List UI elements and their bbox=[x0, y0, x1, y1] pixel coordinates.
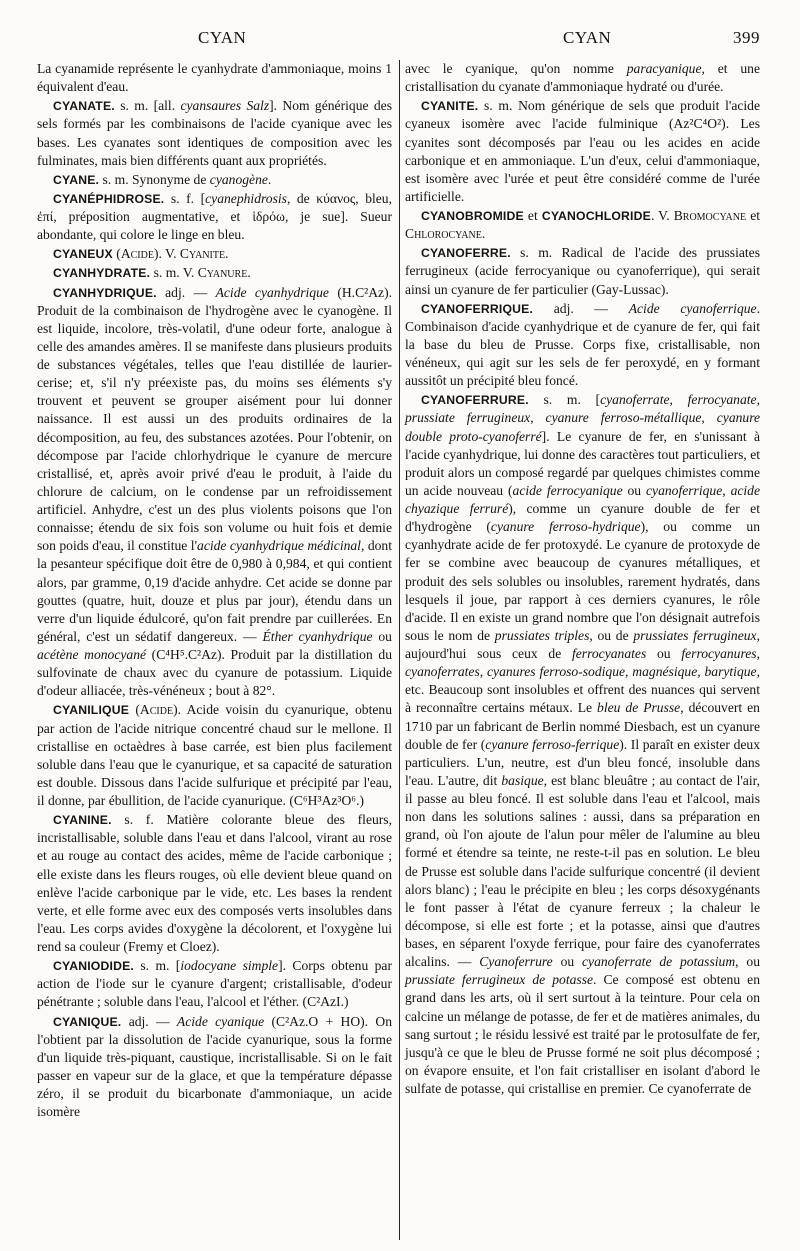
entry-headword: CYANITE. bbox=[421, 99, 479, 114]
italic-term: prussiate ferrugineux bbox=[405, 410, 531, 426]
entry-text: s. m. [ bbox=[528, 392, 601, 408]
italic-term: iodocyane simple bbox=[180, 958, 279, 974]
italic-term: cyanure ferroso-ferrique bbox=[485, 736, 620, 752]
entry-text: ). Acide voisin du cyanurique, obtenu par action de l'acide nitrique concentré chaud sur le mellone. Il cristallise en octaèdres à base carrée, est bien plus facilement soluble dans l'eau que le cyanurique, et sa capacité de saturation est double. Dissous dans l'acide sulfurique et précipité par l'eau, il donne, par ébullition, de l'acide cyanurique. (C⁶H³Az³O⁶.) bbox=[37, 702, 392, 808]
entry-text: ou bbox=[372, 628, 392, 644]
entry-text: s. m. Nom générique de sels que produit l'acide cyaneux isomère avec l'acide fulminique (Az²C⁴O²). Les cyanites sont décomposés par l'eau ou les acides en acide carbonique et en ammoniaque. L'un d'eux, celui d'ammoniaque, est isomère avec l'urée et peut être considéré comme de l'urée artificielle. bbox=[405, 98, 760, 204]
small-caps-ref: Acide bbox=[139, 702, 174, 718]
entry-text: , dont la pesanteur spécifique doit être de 0,980 à 0,984, et qui contient alors, par gramme, 0,19 d'acide anhydre. Cet acide se donne par gouttes (quatre, huit, douze et plus par jour), étendu dans un verre d'un liquide édulcoré, qu'on fait prendre par cuillerées. En général, c'est un sédatif dangereux. — bbox=[37, 538, 392, 644]
entry-text: ). Il paraît en exister deux particuliers. L'un, neutre, est d'un bleu foncé, insoluble dans l'eau. L'autre, dit bbox=[405, 736, 760, 788]
italic-term: cyanure double proto-cyanoferré bbox=[405, 410, 761, 444]
entry-text: ou bbox=[622, 482, 646, 498]
entry-text: , bbox=[530, 410, 546, 426]
left-column bbox=[37, 60, 392, 1122]
entry-headword: CYANÉPHIDROSE. bbox=[53, 191, 165, 206]
italic-term: cyanoferrique bbox=[646, 482, 723, 498]
entry-text: ), comme un cyanure double de fer et d'hydrogène ( bbox=[405, 501, 760, 535]
entry-text: La cyanamide représente le cyanhydrate d'ammoniaque, moins 1 équivalent d'eau. bbox=[37, 61, 392, 95]
entry-text: ), ou comme un cyanhydrate acide de fer protoxydé. Le cyanure de protoxyde de fer se combine avec beaucoup de cyanures métalliques, et produit des sels solubles ou insolubles, rarement hydratés, dans lesquels il joue, par rapport à ces derniers cyanures, le rôle d'acide. Il en existe un grand nombre que l'on désignait autrefois sous le nom de bbox=[405, 519, 761, 643]
entry-text: s. m. V. bbox=[150, 265, 198, 281]
entry-text: , bbox=[756, 646, 760, 661]
entry-text: . bbox=[225, 246, 229, 262]
dictionary-entry bbox=[405, 97, 760, 206]
italic-term: cyanure ferroso-métallique bbox=[545, 410, 702, 426]
dictionary-entry bbox=[37, 811, 392, 956]
entry-text: . bbox=[267, 171, 272, 187]
italic-term: Éther cyanhydrique bbox=[262, 628, 373, 644]
entry-text: , bbox=[669, 392, 688, 408]
dictionary-entry bbox=[405, 207, 760, 243]
entry-text: s. m. [ bbox=[133, 958, 181, 974]
page-number: 399 bbox=[733, 28, 760, 47]
italic-term: cyanures ferroso-sodique, magnésique, barytique bbox=[487, 664, 757, 680]
italic-term: cyanoferrate de potassium bbox=[582, 954, 736, 970]
italic-term: cyanoferrate bbox=[600, 392, 670, 408]
italic-term: cyanogène bbox=[209, 171, 268, 187]
entry-headword: CYANIQUE. bbox=[53, 1014, 122, 1029]
dictionary-entry bbox=[37, 245, 392, 263]
italic-term: cyansaures Salz bbox=[180, 98, 270, 114]
italic-term: cyanure ferroso-hydrique bbox=[490, 519, 641, 535]
entry-text: avec le cyanique, qu'on nomme bbox=[405, 61, 627, 76]
right-column bbox=[405, 60, 760, 1099]
italic-term: cyanoferrates bbox=[405, 664, 480, 680]
entry-text: . bbox=[481, 226, 486, 242]
entry-text: adj. — bbox=[121, 1013, 177, 1029]
entry-text: , aujourd'hui sous ceux de bbox=[405, 627, 760, 661]
entry-text: , etc. Beaucoup sont insolubles et offrent des nuances qui servent à reconnaître certains métaux. Le bbox=[405, 664, 760, 716]
entry-text: , ou de bbox=[589, 627, 634, 643]
dictionary-entry bbox=[405, 60, 760, 96]
entry-text: ou bbox=[646, 646, 682, 661]
italic-term: Cyanoferrure bbox=[479, 954, 553, 970]
italic-term: prussiates ferrugineux bbox=[633, 627, 757, 643]
entry-text: adj. — bbox=[533, 300, 629, 316]
entry-text: adj. — bbox=[156, 284, 216, 300]
small-caps-ref: Cyanite bbox=[179, 246, 226, 262]
entry-text: s. f. Matière colorante bleue des fleurs, incristallisable, soluble dans l'eau et dans l'alcool, virant au rose et au rouge au contact des acides, même de l'acide carbonique ; elle existe dans les fleurs rouges, où elle devient bleue quand on enlève l'acide carbonique par le vide, etc. Les bases la rendent verte, et elle forme avec eux des composés verts insolubles dans l'eau. Les corps avides d'oxygène la décolorent, et l'oxygène lui rend sa couleur (Fremy et Cloez). bbox=[37, 812, 392, 954]
entry-text: s. m. Synonyme de bbox=[99, 171, 210, 187]
running-head-right: CYAN bbox=[563, 28, 612, 47]
entry-text: s. m. [all. bbox=[114, 98, 181, 114]
italic-term: prussiates triples bbox=[494, 627, 590, 643]
entry-text: . V. bbox=[650, 208, 674, 223]
small-caps-ref: Cyanure bbox=[197, 265, 248, 281]
running-head-left: CYAN bbox=[198, 28, 247, 47]
entry-text: , bbox=[479, 664, 488, 680]
dictionary-entry bbox=[37, 60, 392, 96]
entry-text: , bbox=[756, 392, 760, 408]
entry-headword: CYANOCHLORIDE bbox=[541, 209, 651, 223]
italic-term: acide chyazique ferruré bbox=[405, 482, 761, 516]
italic-term: ferrocyanate bbox=[687, 392, 757, 408]
entry-headword: CYANOFERRE. bbox=[421, 246, 511, 261]
entry-headword: CYANHYDRIQUE. bbox=[53, 285, 157, 300]
entry-text: , découvert en 1710 par un fabricant de Berlin nommé Diesbach, est un cyanure double de fer ( bbox=[405, 700, 760, 752]
entry-text: et bbox=[746, 208, 760, 223]
entry-text: (C²Az.O + HO). On l'obtient par la dissolution de l'acide cyanurique, sous la forme d'un liquide très-piquant, caustique, incristallisable. Si on le fait passer en vapeur sur de la glace, et que la température dépasse zéro, il se produit du bicarbonate d'ammoniaque, un acide isomère bbox=[37, 1013, 392, 1120]
dictionary-entry bbox=[37, 957, 392, 1011]
italic-term: acide ferrocyanique bbox=[512, 482, 623, 498]
entry-headword: CYANILIQUE bbox=[53, 703, 130, 718]
italic-term: cyanephidrosis bbox=[205, 190, 287, 206]
entry-headword: CYANOBROMIDE bbox=[421, 209, 524, 223]
italic-term: acétène monocyané bbox=[37, 647, 147, 662]
entry-headword: CYANHYDRATE. bbox=[53, 266, 151, 281]
italic-term: Acide cyanhydrique bbox=[215, 284, 329, 300]
entry-text: , de κύανος, bleu, ἐπί, préposition augmentative, et ἱδρόω, je sue]. Sueur abondante, qui colore le linge en bleu. bbox=[37, 190, 393, 243]
dictionary-entry bbox=[37, 264, 392, 282]
entry-headword: CYANATE. bbox=[53, 99, 115, 114]
italic-term: basique bbox=[501, 772, 544, 788]
entry-text: ou bbox=[552, 954, 583, 970]
italic-term: Acide cyanoferrique bbox=[628, 300, 757, 316]
entry-headword: CYANOFERRIQUE. bbox=[421, 301, 534, 316]
entry-text: (C⁴H⁵.C²Az). Produit par la distillation du sulfovinate de chaux avec du cyanure de potassium. Liquide d'odeur alliacée, très-vénéneux ; bout à 82°. bbox=[37, 647, 392, 699]
small-caps-ref: Chlorocyane bbox=[405, 226, 482, 242]
dictionary-entry bbox=[37, 97, 392, 170]
italic-term: Acide cyanique bbox=[176, 1013, 265, 1029]
dictionary-entry bbox=[37, 171, 392, 189]
entry-headword: CYANEUX bbox=[53, 247, 113, 262]
entry-text: ]. Corps obtenu par action de l'iode sur le cyanure d'argent; cristallisable, d'odeur pénétrante ; soluble dans l'eau, l'alcool et l'éther. (C²AzI.) bbox=[37, 958, 392, 1010]
entry-text: ). V. bbox=[153, 246, 180, 262]
italic-term: bleu de Prusse bbox=[597, 700, 681, 716]
entry-text: ( bbox=[129, 702, 140, 718]
entry-text: ]. Le cyanure de fer, en s'unissant à l'acide cyanhydrique, lui donne des caractères tout particuliers, et produit alors un composé regardé par quelques chimistes comme un acide nouveau ( bbox=[405, 428, 760, 498]
entry-text: ]. Nom générique des sels formés par les combinaisons de l'acide cyanique avec les bases. Les cyanates sont identiques de composition avec les fulminates, mais bien différents quant aux propriétés. bbox=[37, 98, 392, 168]
small-caps-ref: Bromocyane bbox=[673, 208, 747, 223]
entry-text: . Ce composé est obtenu en grand dans les arts, où il sert surtout à la teinture. Pour cela on calcine un mélange de potasse, de fer et de matières animales, du sang surtout ; le résidu lessivé est traité par le protosulfate de fer, jusqu'à ce que le bleu de Prusse formé ne soit plus décomposé ; on évapore ensuite, et l'on fait cristalliser en isolant d'abord le sulfate de potasse, qui cristallise en premier. Ce cyanoferrate de bbox=[405, 972, 761, 1096]
entry-text: . Combinaison d'acide cyanhydrique et de cyanure de fer, qui fait la base du bleu de Prusse. Corps fixe, cristallisable, non vénéneux, qui agit sur les sels de fer peroxydé, en y formant aussitôt un précipité bleu foncé. bbox=[405, 300, 760, 389]
entry-text: , est blanc bleuâtre ; au contact de l'air, il passe au bleu foncé. Il est soluble dans l'eau et l'alcool, mais non dans les solutions salines : aussi, dans sa préparation en grand, où l'on ajoute de l'alun pour mêler de l'alumine au bleu formé et étendre sa teinte, ne reste-t-il pas en solution. Le bleu de Prusse est soluble dans l'acide sulfurique concentré (il devient alors blanc) ; l'eau le précipite en bleu ; les corps désoxygénants le font passer à l'état de cyanure ferreux ; la chaleur le décompose, si elle est forte ; et la potasse, ainsi que d'autres bases, en séparent l'oxyde ferrique, pour faire des cyanoferrates alcalins. — bbox=[405, 772, 760, 970]
dictionary-entry bbox=[37, 1013, 392, 1122]
small-caps-ref: Acide bbox=[120, 246, 154, 262]
dictionary-entry bbox=[37, 190, 392, 244]
italic-term: ferrocyanates bbox=[572, 646, 647, 661]
entry-text: (H.C²Az). Produit de la combinaison de l'hydrogène avec le cyanogène. Il est liquide, incolore, très-volatil, d'une odeur forte, analogue à celle des amandes amères. Il se manifeste dans plusieurs produits de substances végétales, telles que l'eau distillée de laurier-cerise; et, s'il n'y préexiste pas, du moins ses éléments s'y trouvent et peuvent se grouper aisément pour lui donner naissance. Il est aussi un des produits ordinaires de la décomposition, au feu, des substances azotées. Pour l'obtenir, on décompose par l'acide chlorhydrique le cyanure de mercure cristallisé, et, après avoir privé d'eau le produit, à l'aide du chlorure de calcium, on le condense par un refroidissement artificiel. Anhydre, c'est un des plus violents poisons que l'on connaisse; étendu de six fois son volume ou huit fois et demie son poids d'eau, il constitue l' bbox=[37, 284, 392, 554]
entry-text: , bbox=[722, 482, 731, 498]
dictionary-entry bbox=[405, 391, 760, 1098]
entry-headword: CYANOFERRURE. bbox=[421, 393, 529, 408]
dictionary-entry bbox=[405, 244, 760, 298]
entry-headword: CYANE. bbox=[53, 172, 100, 187]
italic-term: acide cyanhydrique médicinal bbox=[197, 538, 361, 554]
dictionary-entry bbox=[405, 300, 760, 391]
entry-headword: CYANINE. bbox=[53, 813, 112, 828]
entry-text: . bbox=[247, 265, 251, 281]
entry-text: , et une cristallisation du cyanate d'ammoniaque hydraté ou d'urée. bbox=[405, 61, 760, 95]
dictionary-entry bbox=[37, 701, 392, 810]
italic-term: paracyanique bbox=[626, 61, 702, 76]
entry-text: s. m. Radical de l'acide des prussiates ferrugineux (acide ferrocyanique ou cyanoferrique), qui serait ainsi un cyanure de fer particulier (Gay-Lussac). bbox=[405, 245, 760, 297]
entry-text: et bbox=[523, 208, 542, 223]
entry-text: , ou bbox=[735, 954, 760, 970]
column-divider bbox=[399, 60, 400, 1240]
italic-term: ferrocyanures bbox=[681, 646, 757, 661]
entry-text: ( bbox=[112, 246, 121, 262]
entry-headword: CYANIODIDE. bbox=[53, 959, 134, 974]
entry-text: s. f. [ bbox=[164, 190, 206, 206]
italic-term: prussiate ferrugineux de potasse bbox=[405, 972, 594, 988]
entry-text: , bbox=[701, 410, 717, 426]
dictionary-entry bbox=[37, 284, 392, 701]
